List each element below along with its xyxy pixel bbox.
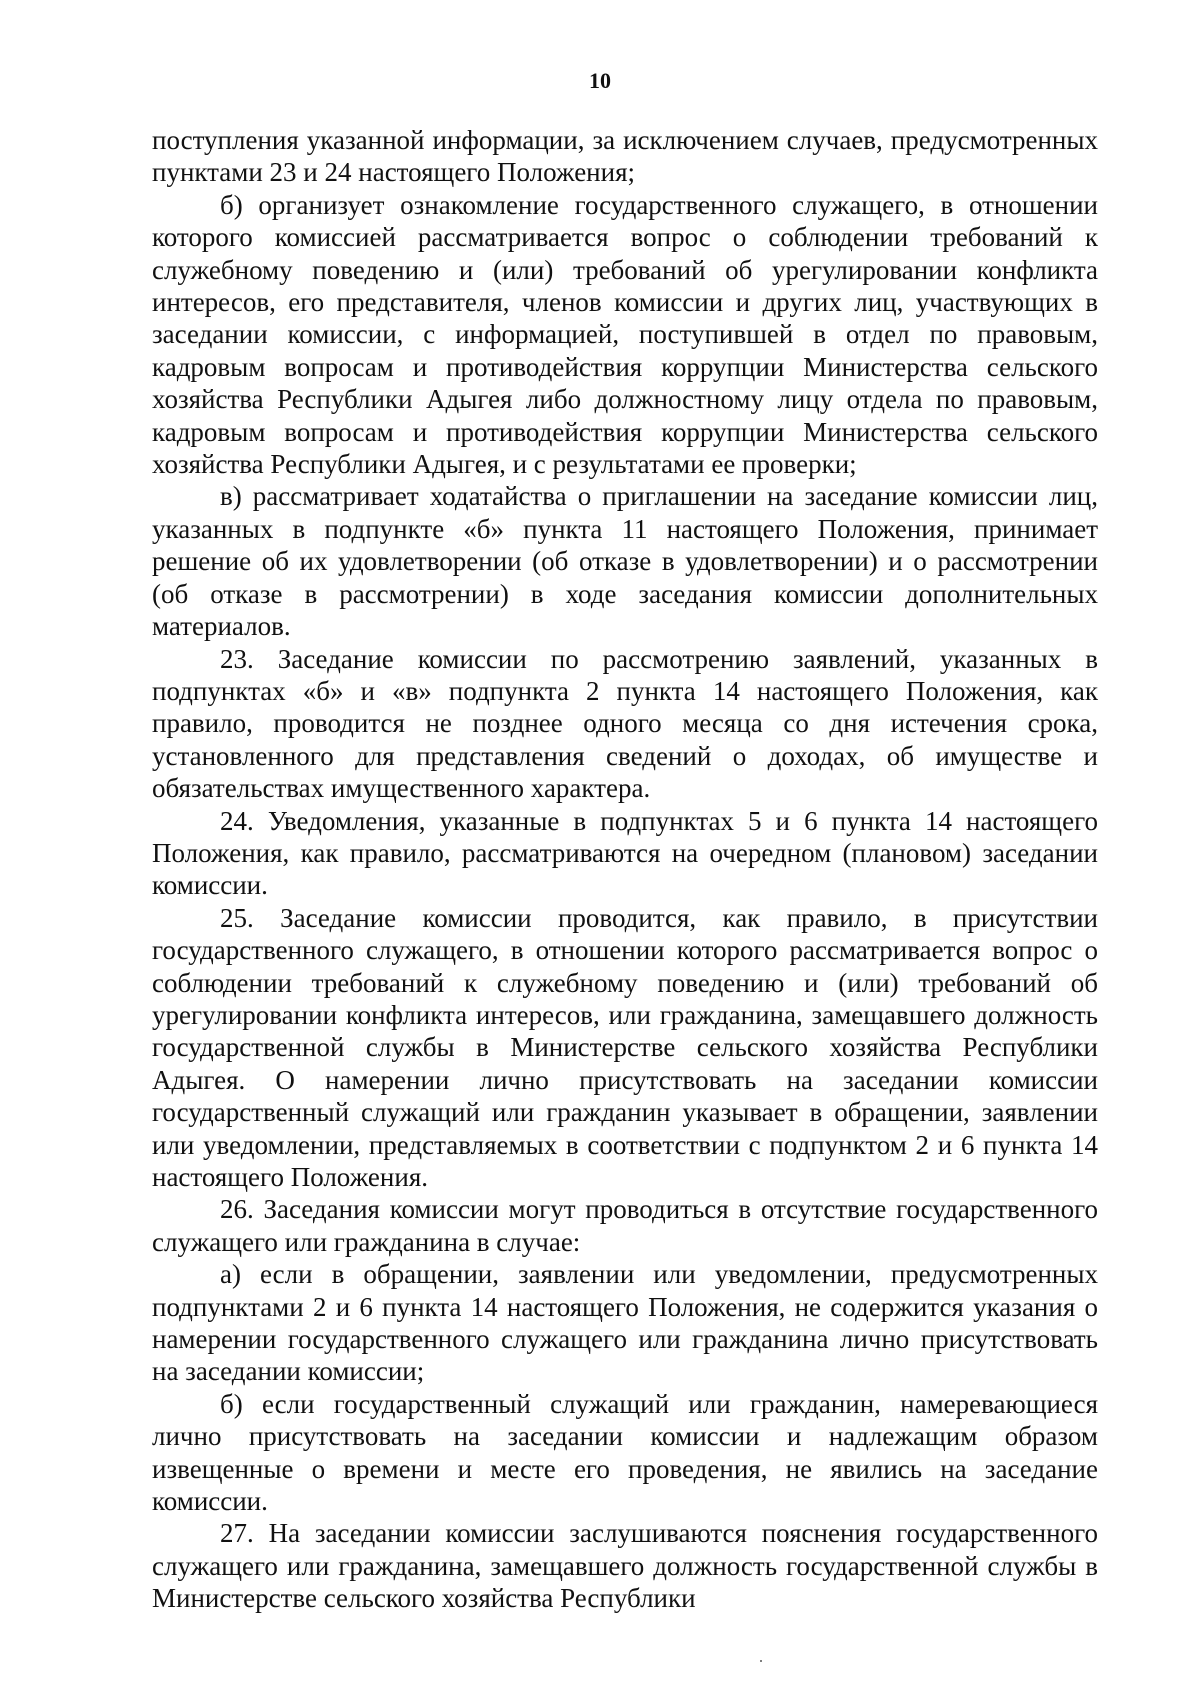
paragraph-24: 24. Уведомления, указанные в подпунктах 5 и 6 пункта 14 настоящего Положения, как правило, рассматриваются на очередном (плановом) заседании комиссии. [152, 805, 1098, 901]
paragraph-continuation: поступления указанной информации, за исключением случаев, предусмотренных пунктами 23 и 24 настоящего Положения; [152, 125, 1098, 188]
paragraph-23: 23. Заседание комиссии по рассмотрению заявлений, указанных в подпунктах «б» и «в» подпункта 2 пункта 14 настоящего Положения, как правило, проводится не позднее одного месяца со дня истечения срока, установленного для представления сведений о доходах, об имуществе и обязательствах имущественного характера. [152, 643, 1098, 804]
paragraph-26-a: а) если в обращении, заявлении или уведомлении, предусмотренных подпунктами 2 и 6 пункта 14 настоящего Положения, не содержится указания о намерении государственного служащего или гражданина лично присутствовать на заседании комиссии; [152, 1259, 1098, 1387]
paragraph-subitem-v: в) рассматривает ходатайства о приглашении на заседание комиссии лиц, указанных в подпункте «б» пункта 11 настоящего Положения, принимает решение об их удовлетворении (об отказе в удовлетворении) и о рассмотрении (об отказе в рассмотрении) в ходе заседания комиссии дополнительных материалов. [152, 481, 1098, 642]
scan-speck [760, 1660, 762, 1662]
paragraph-26: 26. Заседания комиссии могут проводиться в отсутствие государственного служащего или гражданина в случае: [152, 1194, 1098, 1257]
paragraph-subitem-b: б) организует ознакомление государственного служащего, в отношении которого комиссией рассматривается вопрос о соблюдении требований к служебному поведению и (или) требований об урегулировании конфликта интересов, его представителя, членов комиссии и других лиц, участвующих в заседании комиссии, с информацией, поступившей в отдел по правовым, кадровым вопросам и противодействия коррупции Министерства сельского хозяйства Республики Адыгея либо должностному лицу отдела по правовым, кадровым вопросам и противодействия коррупции Министерства сельского хозяйства Республики Адыгея, и с результатами ее проверки; [152, 189, 1098, 480]
page-number: 10 [589, 68, 611, 93]
document-body [152, 124, 1098, 1615]
paragraph-26-b: б) если государственный служащий или гражданин, намеревающиеся лично присутствовать на заседании комиссии и надлежащим образом извещенные о времени и месте его проведения, не явились на заседание комиссии. [152, 1388, 1098, 1517]
paragraph-25: 25. Заседание комиссии проводится, как правило, в присутствии государственного служащего, в отношении которого рассматривается вопрос о соблюдении требований к служебному поведению и (или) требований об урегулировании конфликта интересов, или гражданина, замещавшего должность государственной службы в Министерстве сельского хозяйства Республики Адыгея. О намерении лично присутствовать на заседании комиссии государственный служащий или гражданин указывает в обращении, заявлении или уведомлении, представляемых в соответствии с подпунктом 2 и 6 пункта 14 настоящего Положения. [152, 902, 1098, 1192]
paragraph-27: 27. На заседании комиссии заслушиваются пояснения государственного служащего или гражданина, замещавшего должность государственной службы в Министерстве сельского хозяйства Республики [152, 1518, 1098, 1614]
